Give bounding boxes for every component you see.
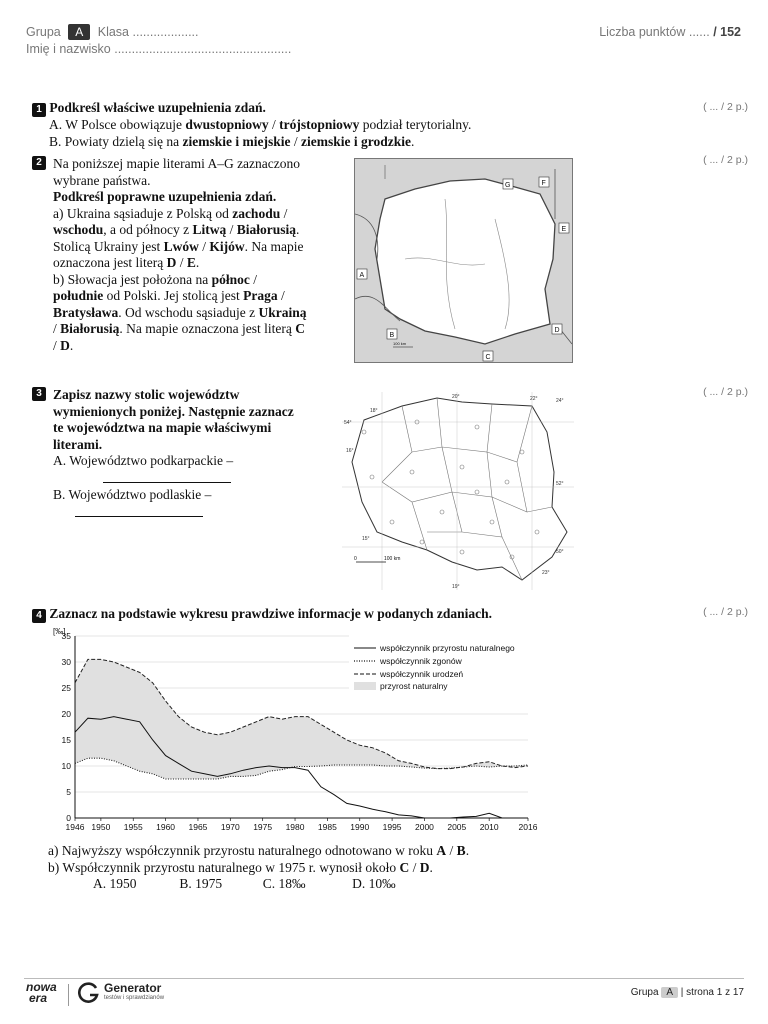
svg-text:24°: 24° [556, 398, 564, 404]
option-dwustopniowy[interactable]: dwustopniowy [185, 117, 269, 132]
x-tick-label: 1960 [156, 822, 176, 832]
name-field[interactable]: ................................................... [114, 42, 292, 56]
option-bialorusia-2[interactable]: Białorusią [60, 321, 120, 336]
x-tick-label: 1955 [123, 822, 143, 832]
option-bratyslawa[interactable]: Bratysława [53, 304, 119, 320]
question-number: 3 [32, 387, 46, 401]
q1-sentence-b: B. Powiaty dzielą się na ziemskie i miejskie / ziemskie i grodzkie. [49, 133, 415, 149]
y-tick-label: 5 [66, 787, 71, 797]
chart-legend [349, 630, 539, 694]
svg-text:19°: 19° [452, 584, 460, 590]
option-polnoc[interactable]: północ [211, 271, 250, 287]
question-title: Zaznacz na podstawie wykresu prawdziwe informacje w podanych zdaniach. [49, 606, 493, 621]
x-tick-label: 2010 [479, 822, 499, 832]
svg-text:54°: 54° [344, 420, 352, 426]
svg-text:15°: 15° [362, 536, 370, 542]
page-indicator: Grupa A | strona 1 z 17 [630, 987, 744, 998]
answer-line-b[interactable] [75, 504, 203, 517]
name-label: Imię i nazwisko [26, 42, 111, 56]
y-tick-label: 30 [61, 657, 71, 667]
option-lwow[interactable]: Lwów [163, 238, 199, 254]
map-scale: 100 km [384, 556, 401, 562]
footer-divider [24, 978, 744, 979]
y-tick-label: 15 [61, 735, 71, 745]
svg-text:20°: 20° [452, 394, 460, 400]
y-tick-label: 35 [61, 631, 71, 641]
q4-options [48, 876, 688, 893]
map-letter-a: A [359, 272, 365, 279]
class-field[interactable]: ................... [132, 25, 199, 39]
map-scale: 100 km [393, 341, 407, 346]
legend-area: przyrost naturalny [380, 681, 448, 691]
option-praga[interactable]: Praga [243, 288, 278, 303]
option-wschodu[interactable]: wschodu [53, 222, 104, 237]
q1-points: ( ... / 2 p.) [703, 101, 748, 113]
map-letter-f: F [541, 180, 546, 187]
chart-y-label: [‰] [53, 627, 66, 636]
generator-icon [78, 982, 100, 1004]
map-letter-g: G [505, 182, 511, 189]
option-litwa[interactable]: Litwą [192, 222, 227, 237]
option-c[interactable]: C [295, 321, 305, 336]
x-tick-label: 1950 [91, 822, 111, 832]
q3-item-b: B. Województwo podlaskie – [53, 487, 212, 502]
option-c[interactable]: C [399, 859, 410, 875]
option-zachodu[interactable]: zachodu [232, 205, 281, 221]
option-trojstopniowy[interactable]: trójstopniowy [279, 117, 360, 132]
header-name-line [26, 42, 291, 56]
points-total: / 152 [713, 25, 741, 39]
x-tick-label: 1975 [253, 822, 273, 832]
option-kijow[interactable]: Kijów [209, 238, 245, 254]
map-letter-c: C [485, 354, 491, 361]
question-2: 2 Na poniższej mapie literami A–G zaznaczono wybrane państwa. Podkreśl poprawne uzupełnienia zdań. a) Ukraina sąsiaduje z Polską od zachodu / wschodu, a od północy z Litwą / Białorusią. Stolicą Ukrainy jest Lwów / Kijów. Na mapie oznaczona jest literą D / E. b) Słowacja jest położona na północ / południe od Polski. Jej stolicą jest Praga / Bratysława. Od wschodu sąsiaduje z Ukrainą / Białorusią. Na mapie oznaczona jest literą C / D. [32, 156, 332, 354]
x-tick-label: 1965 [188, 822, 208, 832]
choice-a[interactable]: A. 1950 [93, 876, 137, 891]
x-tick-label: 1980 [285, 822, 305, 832]
x-tick-label: 2005 [447, 822, 467, 832]
option-d-2[interactable]: D [60, 337, 70, 353]
map-poland-neighbours [354, 158, 573, 363]
svg-text:50°: 50° [556, 549, 564, 555]
header-group-line [26, 24, 199, 40]
legend-natural-growth: współczynnik przyrostu naturalnego [380, 643, 515, 653]
q4-answers [48, 843, 688, 893]
question-3: 3 Zapisz nazwy stolic województw wymienionych poniżej. Następnie zaznacz te województwa na mapie właściwymi literami. A. Województwo podkarpackie – B. Województwo podlaskie – [32, 387, 332, 521]
points-label: Liczba punktów ...... [599, 25, 710, 39]
q3-item-a: A. Województwo podkarpackie – [53, 453, 234, 468]
logo-divider [68, 984, 69, 1006]
option-ziemskie-miejskie[interactable]: ziemskie i miejskie [182, 133, 291, 149]
choice-d[interactable]: D. 10‰ [352, 876, 396, 891]
map-letter-e: E [561, 226, 567, 233]
svg-text:22°: 22° [530, 396, 538, 402]
map-letter-b: B [389, 332, 395, 339]
answer-line-a[interactable] [103, 470, 231, 483]
choice-b[interactable]: B. 1975 [179, 876, 223, 891]
group-badge: A [68, 24, 90, 40]
option-b[interactable]: B [456, 843, 466, 858]
svg-text:52°: 52° [556, 481, 564, 487]
option-d[interactable]: D [419, 859, 430, 875]
q4-sentence-a: a) Najwyższy współczynnik przyrostu naturalnego odnotowano w roku A / B. [48, 843, 470, 858]
x-tick-label: 1990 [350, 822, 370, 832]
y-tick-label: 25 [61, 683, 71, 693]
nowa-era-logo: nowa era [26, 980, 57, 1005]
footer-group-badge: A [661, 987, 678, 998]
choice-c[interactable]: C. 18‰ [262, 876, 306, 891]
group-label: Grupa [26, 25, 61, 39]
option-e[interactable]: E [186, 255, 196, 270]
q4-points: ( ... / 2 p.) [703, 606, 748, 618]
question-number: 4 [32, 609, 46, 623]
svg-text:18°: 18° [370, 408, 378, 414]
option-ziemskie-grodzkie[interactable]: ziemskie i grodzkie [300, 133, 411, 149]
q2-points: ( ... / 2 p.) [703, 154, 748, 166]
question-title: Podkreśl właściwe uzupełnienia zdań. [49, 100, 266, 115]
map-letter-d: D [554, 327, 560, 334]
x-tick-label: 1985 [317, 822, 337, 832]
x-tick-label: 1946 [65, 822, 85, 832]
q4-sentence-b: b) Współczynnik przyrostu naturalnego w 1975 r. wynosił około C / D. [48, 859, 433, 875]
question-4 [32, 606, 632, 623]
x-tick-label: 2016 [518, 822, 538, 832]
y-tick-label: 20 [61, 709, 71, 719]
question-number: 2 [32, 156, 46, 170]
points-summary [599, 25, 741, 39]
svg-text:23°: 23° [542, 570, 550, 576]
svg-text:16°: 16° [346, 448, 354, 454]
option-d[interactable]: D [166, 255, 177, 270]
q1-sentence-a: A. W Polsce obowiązuje dwustopniowy / trójstopniowy podział terytorialny. [49, 117, 472, 132]
class-label: Klasa [97, 25, 130, 39]
option-a[interactable]: A [436, 843, 447, 858]
x-tick-label: 1970 [220, 822, 240, 832]
x-tick-label: 1995 [382, 822, 402, 832]
legend-births: współczynnik urodzeń [380, 669, 464, 679]
question-instruction: Podkreśl poprawne uzupełnienia zdań. [53, 189, 277, 204]
population-chart [44, 624, 544, 836]
option-bialorusia[interactable]: Białorusią [236, 222, 297, 237]
generator-logo: Generator testów i sprawdzianów [104, 981, 165, 1001]
y-tick-label: 10 [61, 761, 71, 771]
option-ukraina[interactable]: Ukrainą [258, 304, 307, 320]
question-1 [32, 100, 532, 150]
x-tick-label: 2000 [414, 822, 434, 832]
question-number: 1 [32, 103, 46, 117]
map-scale-zero: 0 [354, 556, 357, 562]
legend-deaths: współczynnik zgonów [380, 656, 462, 666]
q3-points: ( ... / 2 p.) [703, 386, 748, 398]
map-poland-voivodeships [342, 392, 574, 590]
option-poludnie[interactable]: południe [53, 288, 104, 303]
y-tick-label: 0 [66, 813, 71, 823]
